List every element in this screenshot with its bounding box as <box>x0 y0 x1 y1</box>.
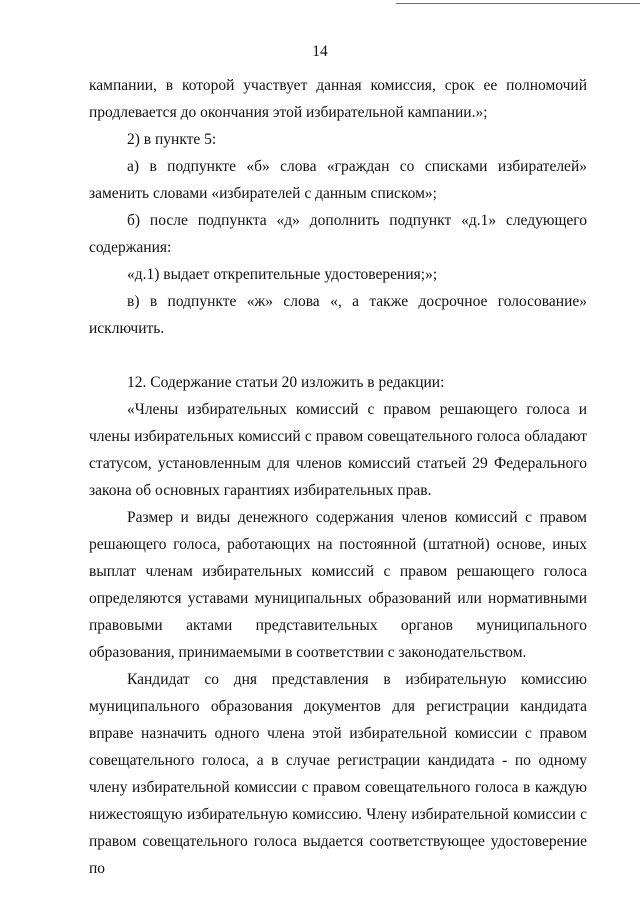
paragraph: в) в подпункте «ж» слова «, а также досрочное голосование» исключить. <box>89 293 587 337</box>
paragraph: Размер и виды денежного содержания членов комиссий с правом решающего голоса, работающих на постоянной (штатной) основе, иных выплат членам избирательных комиссий с правом решающего голоса определяются уставами муниципальных образований или нормативными правовыми актами представительных органов муниципального образования, принимаемыми в соответствии с законодательством. <box>89 509 587 661</box>
paragraph: «Члены избирательных комиссий с правом решающего голоса и члены избирательных комиссий с правом совещательного голоса обладают статусом, установленным для членов комиссий статьей 29 Федерального закона об основных гарантиях избирательных прав. <box>89 401 587 499</box>
scan-edge-line <box>396 3 640 4</box>
section-heading: 12. Содержание статьи 20 изложить в редакции: <box>127 374 445 391</box>
paragraph: Кандидат со дня представления в избирательную комиссию муниципального образования документов для регистрации кандидата вправе назначить одного члена этой избирательной комиссии с правом совещательного голоса, а в случае регистрации кандидата - по одному члену избирательной комиссии с правом совещательного голоса в каждую нижестоящую избирательную комиссию. Члену избирательной комиссии с правом совещательного голоса выдается соответствующее удостоверение по <box>89 671 587 877</box>
document-body <box>89 72 587 882</box>
paragraph: кампании, в которой участвует данная комиссия, срок ее полномочий продлевается до окончания этой избирательной кампании.»; <box>89 77 587 121</box>
paragraph: 2) в пункте 5: <box>127 131 217 148</box>
paragraph: а) в подпункте «б» слова «граждан со списками избирателей» заменить словами «избирателей с данным списком»; <box>89 158 587 202</box>
paragraph: «д.1) выдает открепительные удостоверения;»; <box>127 266 438 283</box>
page-number: 14 <box>312 43 328 60</box>
paragraph: б) после подпункта «д» дополнить подпункт «д.1» следующего содержания: <box>89 212 587 256</box>
